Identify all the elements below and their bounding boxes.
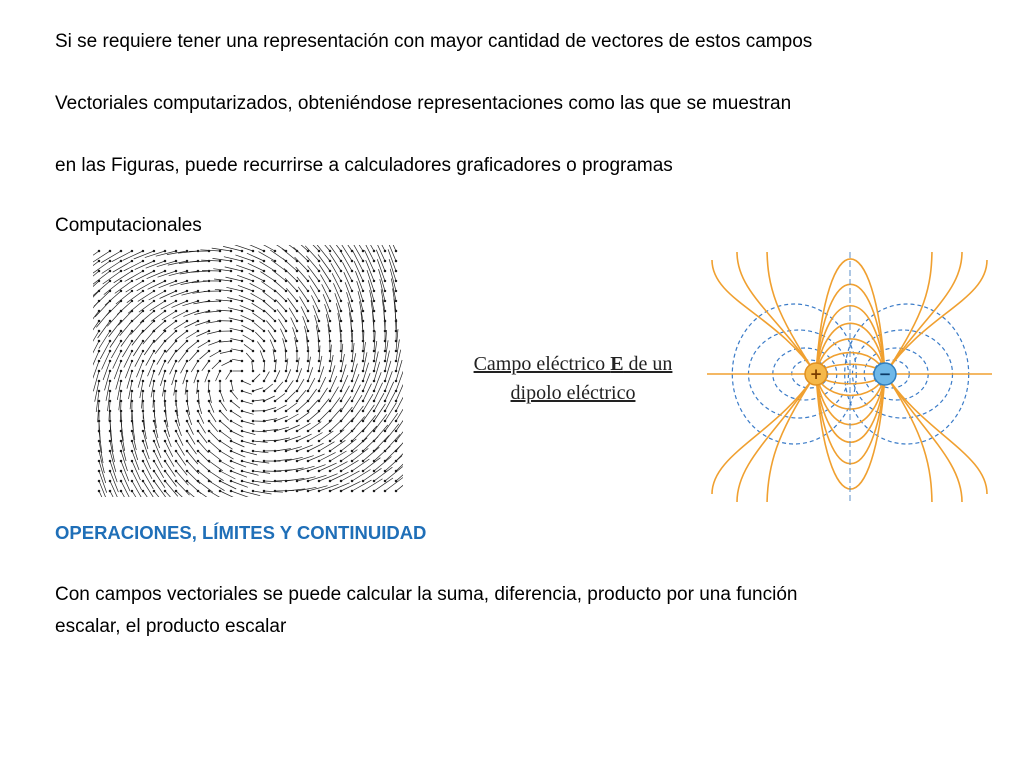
caption-line-2: dipolo eléctrico	[510, 382, 636, 404]
intro-line-3: en las Figuras, puede recurrirse a calculadores graficadores o programas	[55, 155, 673, 176]
paragraph-line-1: Con campos vectoriales se puede calcular la suma, diferencia, producto por una función	[55, 584, 798, 605]
vector-field-swirl-figure	[93, 245, 403, 497]
positive-charge-sign: +	[809, 365, 823, 383]
paragraph-line-2: escalar, el producto escalar	[55, 616, 287, 637]
dipole-caption	[462, 350, 684, 408]
electric-dipole-figure	[707, 252, 992, 502]
intro-line-2: Vectoriales computarizados, obteniéndose representaciones como las que se muestran	[55, 93, 792, 114]
intro-line-1: Si se requiere tener una representación con mayor cantidad de vectores de estos campos	[55, 31, 813, 52]
section-heading: OPERACIONES, LÍMITES Y CONTINUIDAD	[55, 522, 427, 543]
caption-line-1: Campo eléctrico E de un	[473, 353, 673, 375]
negative-charge-sign: −	[878, 365, 892, 383]
intro-line-4: Computacionales	[55, 215, 202, 236]
